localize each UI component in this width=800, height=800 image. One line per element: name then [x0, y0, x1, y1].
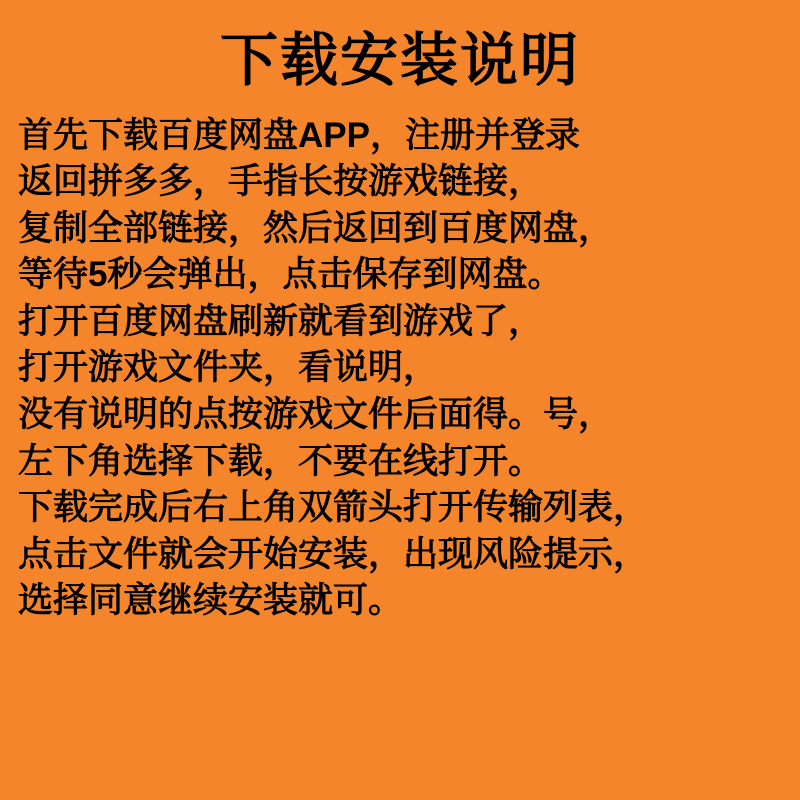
instruction-line: 左下角选择下载，不要在线打开。: [18, 441, 544, 481]
instruction-line: 等待5秒会弹出，点击保存到网盘。: [18, 255, 563, 295]
instruction-line: 返回拼多多，手指长按游戏链接，: [18, 162, 544, 202]
instruction-line: 复制全部链接，然后返回到百度网盘，: [18, 208, 614, 248]
page-title: 下载安装说明: [219, 28, 580, 93]
instruction-text-block: [18, 113, 782, 625]
instruction-line: 选择同意继续安装就可。: [18, 581, 404, 621]
instruction-line: 下载完成后右上角双箭头打开传输列表，: [18, 488, 649, 528]
instruction-line: 点击文件就会开始安装，出现风险提示，: [18, 534, 649, 574]
instruction-line: 打开游戏文件夹，看说明，: [18, 348, 439, 388]
instruction-line: 打开百度网盘刷新就看到游戏了，: [18, 301, 544, 341]
instruction-line: 没有说明的点按游戏文件后面得。号，: [18, 394, 614, 434]
instruction-line: 首先下载百度网盘APP，注册并登录: [18, 115, 580, 155]
